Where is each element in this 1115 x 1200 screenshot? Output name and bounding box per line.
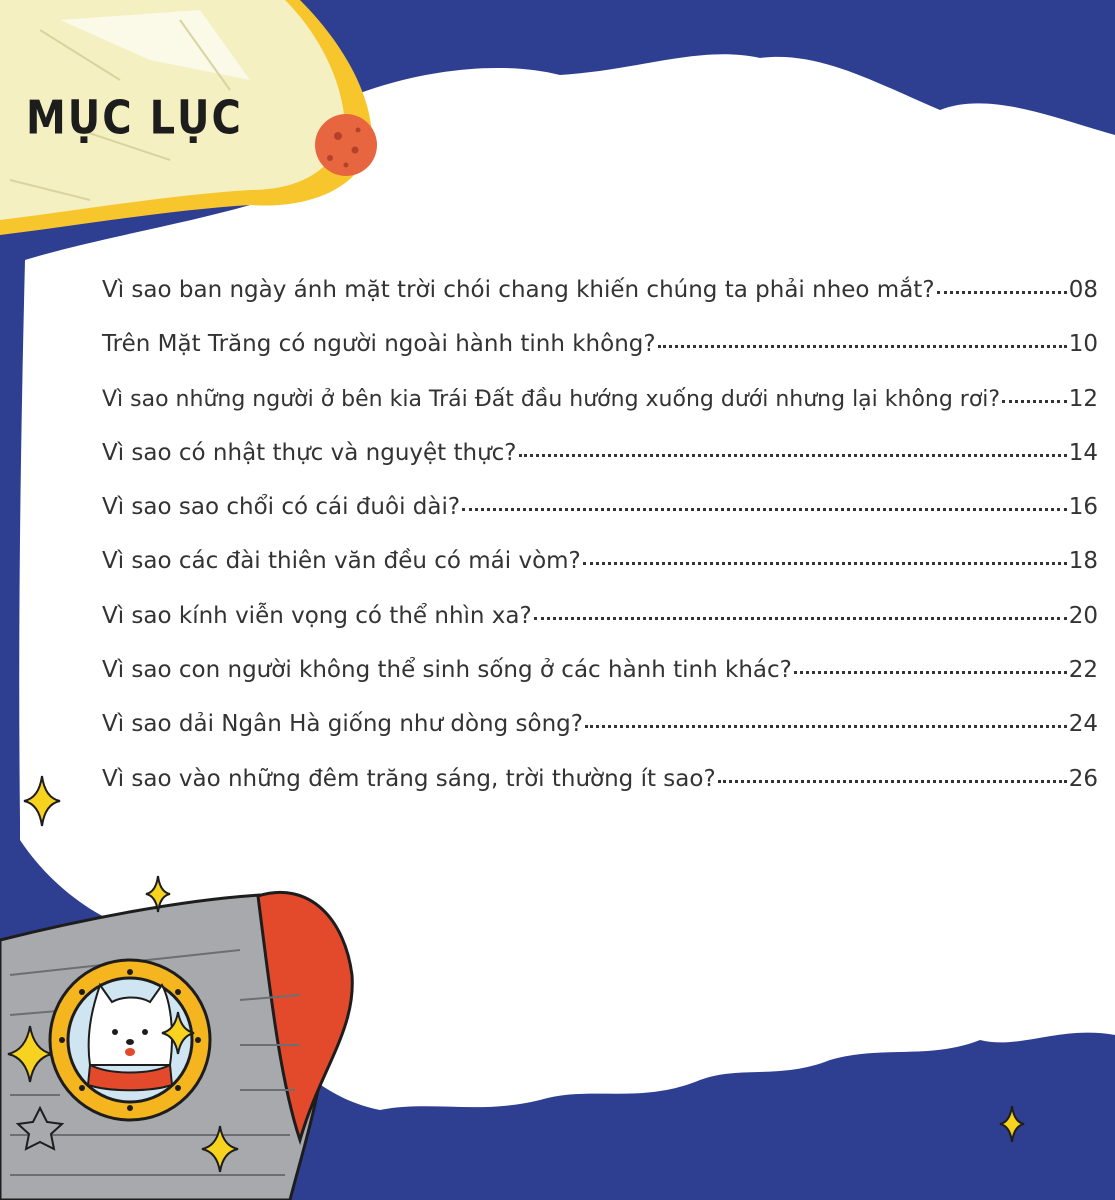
toc-page-number: 20 (1068, 602, 1098, 629)
toc-dot-leader (585, 725, 1067, 728)
toc-entry-title: Trên Mặt Trăng có người ngoài hành tinh không? (102, 331, 656, 358)
toc-dot-leader (794, 671, 1067, 674)
toc-entry (102, 548, 1098, 602)
toc-entry-title: Vì sao kính viễn vọng có thể nhìn xa? (102, 602, 532, 629)
toc-entry (102, 657, 1098, 711)
toc-entry (102, 766, 1098, 820)
toc-entry-title: Vì sao những người ở bên kia Trái Đất đầu hướng xuống dưới nhưng lại không rơi? (102, 386, 1001, 412)
toc-entry (102, 440, 1098, 494)
page-title: MỤC LỤC (26, 92, 243, 145)
toc-entry (102, 603, 1098, 657)
toc-page-number: 18 (1068, 548, 1098, 575)
toc-entry (102, 494, 1098, 548)
toc-dot-leader (937, 291, 1067, 294)
toc-entry (102, 386, 1098, 440)
table-of-contents (102, 277, 1098, 820)
toc-entry-title: Vì sao sao chổi có cái đuôi dài? (102, 494, 461, 521)
toc-page-number: 26 (1068, 765, 1098, 792)
toc-entry-title: Vì sao con người không thể sinh sống ở các hành tinh khác? (102, 657, 792, 684)
toc-page-number: 10 (1068, 331, 1098, 358)
toc-entry-title: Vì sao các đài thiên văn đều có mái vòm? (102, 548, 581, 575)
toc-dot-leader (1002, 400, 1067, 403)
toc-entry (102, 331, 1098, 385)
rocket (0, 876, 352, 1200)
toc-dot-leader (462, 508, 1067, 511)
toc-page-number: 08 (1068, 277, 1098, 303)
toc-entry-title: Vì sao ban ngày ánh mặt trời chói chang khiến chúng ta phải nheo mắt? (102, 277, 935, 303)
toc-page-number: 16 (1068, 494, 1098, 521)
toc-entry-title: Vì sao dải Ngân Hà giống như dòng sông? (102, 711, 583, 738)
toc-dot-leader (718, 780, 1067, 783)
toc-page-number: 14 (1068, 439, 1098, 466)
toc-page-number: 12 (1068, 385, 1098, 412)
toc-dot-leader (519, 454, 1067, 457)
toc-page-number: 24 (1068, 711, 1098, 738)
toc-entry (102, 277, 1098, 331)
toc-dot-leader (534, 617, 1067, 620)
toc-dot-leader (583, 562, 1067, 565)
sparkle-icon (1000, 1106, 1024, 1142)
toc-entry-title: Vì sao vào những đêm trăng sáng, trời thường ít sao? (102, 765, 716, 792)
toc-page-number: 22 (1068, 657, 1098, 684)
toc-entry (102, 711, 1098, 765)
toc-dot-leader (658, 345, 1067, 348)
toc-entry-title: Vì sao có nhật thực và nguyệt thực? (102, 439, 517, 466)
